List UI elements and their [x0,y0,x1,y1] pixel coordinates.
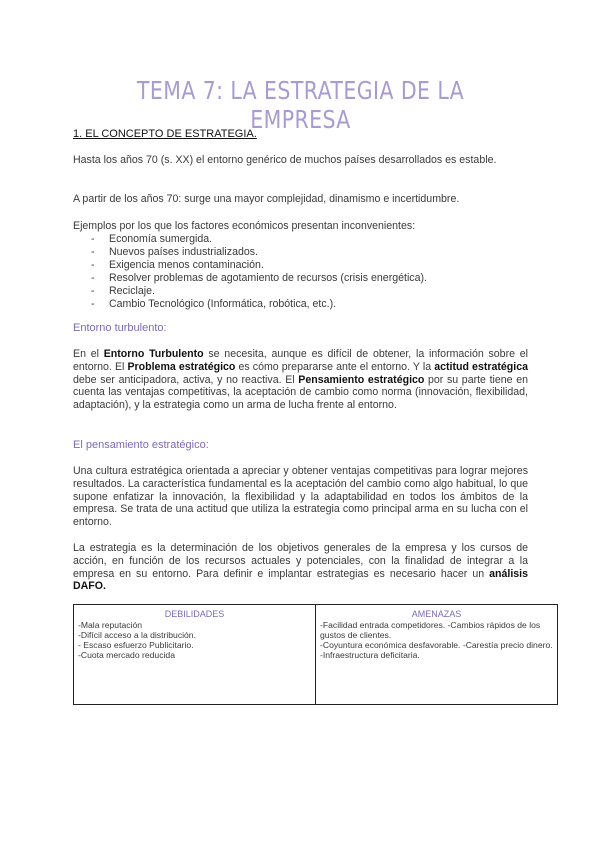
list-item: - Reciclaje. [91,285,427,298]
bold-term: Pensamiento estratégico [298,373,425,386]
subheading-pensamiento: El pensamiento estratégico: [73,439,209,451]
dafo-amenazas [315,605,557,704]
list-item: - Nuevos países industrializados. [91,246,427,259]
dafo-item: -Coyuntura económica desfavorable. -Carestía precio dinero. [320,640,553,650]
dafo-item: -Facilidad entrada competidores. -Cambios rápidos de los gustos de clientes. [320,620,541,640]
dafo-heading: AMENAZAS [411,609,462,619]
dafo-item: -Mala reputación [78,620,143,630]
paragraph-entorno: En el Entorno Turbulento se necesita, aunque es difícil de obtener, la información sobre el entorno. El Problema estratégico es cómo prepararse ante el entorno. Y la actitud estratégica debe ser anticipadora, activa, y no reactiva. El Pensamiento estratégico por su parte tiene en cuenta las ventajas competitivas, la aceptación de cambio como norma (innovación, flexibilidad, adaptación), y la estrategia como un arma de lucha frente al entorno. [73,348,528,412]
dafo-table [73,604,558,705]
bold-term: Problema estratégico [127,360,236,373]
dafo-item: -Cuota mercado reducida [78,650,175,660]
dafo-item: -Infraestructura deficitaria. [320,650,420,660]
examples-list [91,233,427,310]
list-item: - Cambio Tecnológico (Informática, robótica, etc.). [91,298,427,311]
paragraph-examples: Ejemplos por los que los factores económicos presentan inconvenientes: [73,220,416,232]
paragraph-intro: Hasta los años 70 (s. XX) el entorno genérico de muchos países desarrollados es estable. [73,154,497,166]
subheading-entorno: Entorno turbulento: [73,322,167,334]
list-item: - Economía sumergida. [91,233,427,246]
bold-term: análisis DAFO. [73,567,528,593]
dafo-heading: DEBILIDADES [164,609,225,619]
bold-term: Entorno Turbulento [103,348,204,360]
dafo-debilidades [74,605,315,704]
paragraph-seventies: A partir de los años 70: surge una mayor complejidad, dinamismo e incertidumbre. [73,193,460,205]
list-item: - Exigencia menos contaminación. [91,259,427,272]
paragraph-pensamiento: Una cultura estratégica orientada a apreciar y obtener ventajas competitivas para lograr mejores resultados. La característica fundamental es la aceptación del cambio como algo habitual, lo que supone enfatizar la innovación, la flexibilidad y la adaptabilidad en todos los ámbitos de la empresa. Se trata de una actitud que utiliza la estrategia como principal arma en su lucha con el entorno. [73,465,528,529]
dafo-item: -Difícil acceso a la distribución. [78,630,196,640]
bold-term: actitud estratégica [434,360,528,373]
dafo-item: - Escaso esfuerzo Publicitario. [78,640,194,650]
section-heading: 1. EL CONCEPTO DE ESTRATEGIA. [73,128,257,140]
page-title: TEMA 7: LA ESTRATEGIA DE LA EMPRESA [136,76,465,134]
paragraph-estrategia: La estrategia es la determinación de los objetivos generales de la empresa y los cursos de acción, en función de los recursos actuales y potenciales, con la finalidad de integrar a la empresa en su entorno. Para definir e implantar estrategias es necesario hacer un análisis DAFO. [73,542,528,593]
list-item: - Resolver problemas de agotamiento de recursos (crisis energética). [91,272,427,285]
